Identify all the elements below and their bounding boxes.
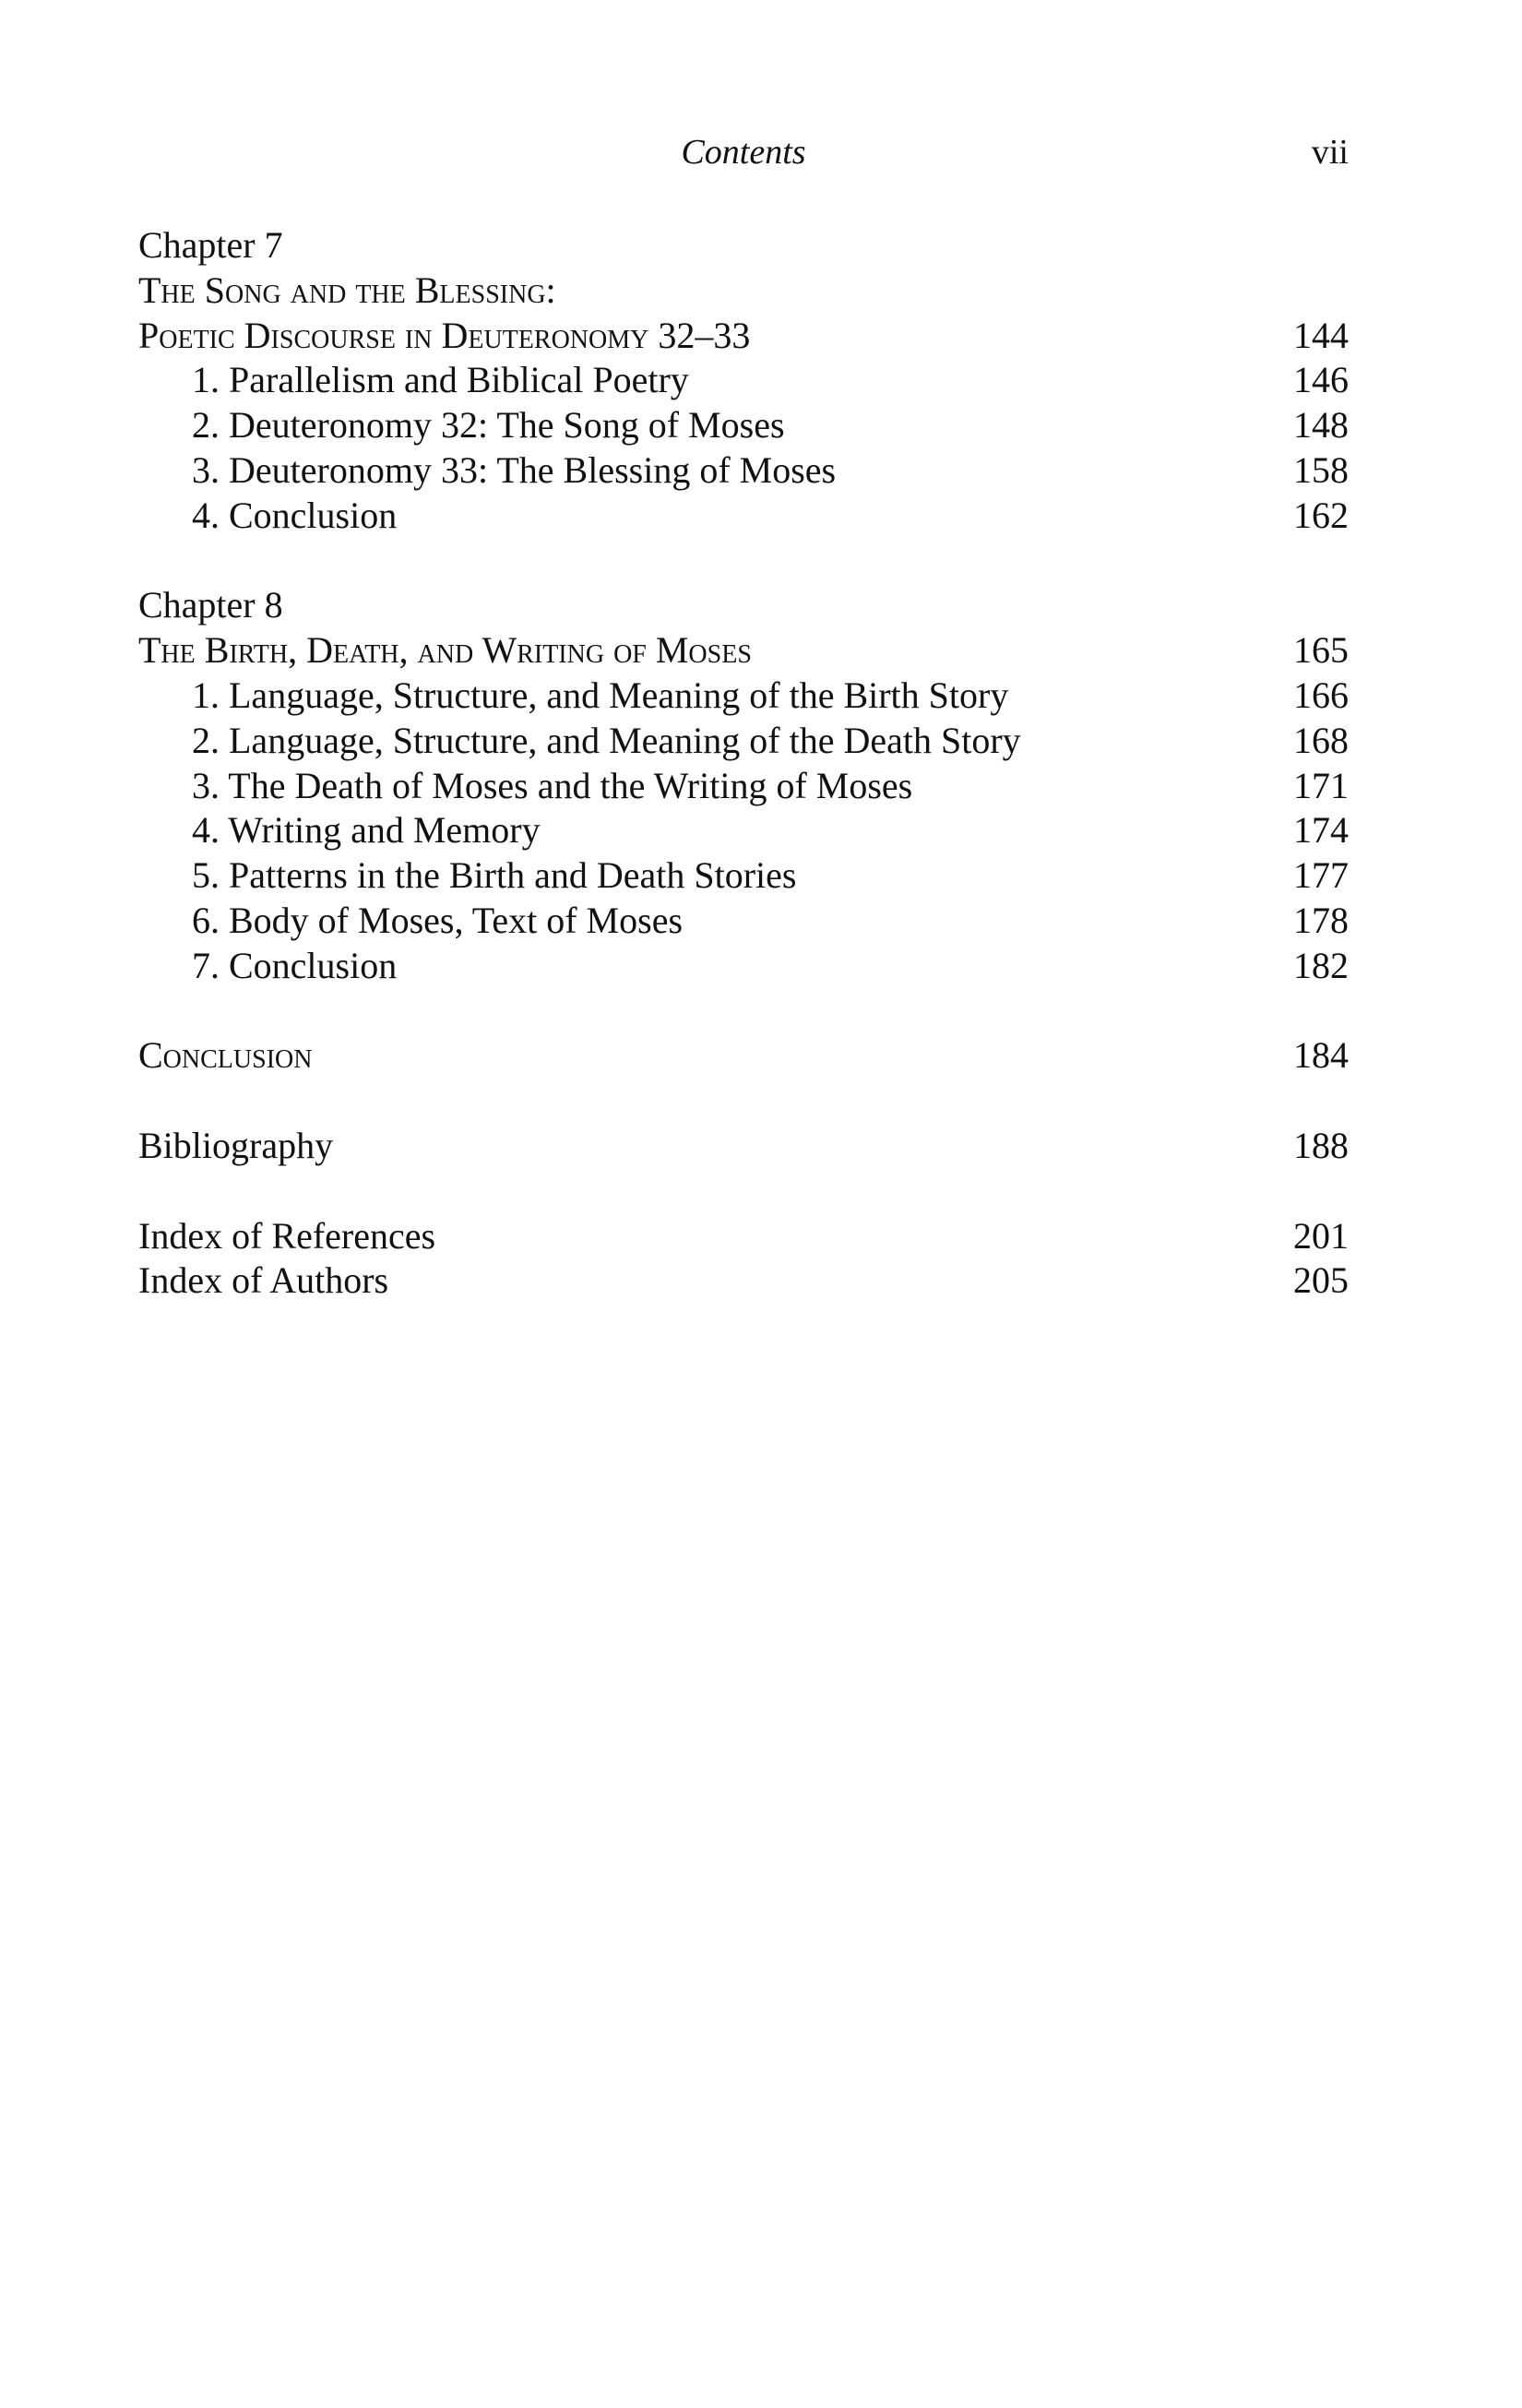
bibliography-entry[interactable]: [138, 1124, 1349, 1169]
chapter-8-heading[interactable]: [138, 583, 1349, 628]
toc-entry-page: 178: [1293, 899, 1349, 941]
toc-entry-label: 1. Language, Structure, and Meaning of the Birth Story: [192, 674, 1009, 716]
bibliography-page: 188: [1293, 1124, 1349, 1166]
index-of-references-label: Index of References: [138, 1214, 436, 1257]
bibliography-label: Bibliography: [138, 1124, 334, 1166]
running-header: [138, 132, 1349, 178]
toc-entry-label: 1. Parallelism and Biblical Poetry: [192, 359, 689, 401]
index-of-authors-entry[interactable]: [138, 1258, 1349, 1304]
page-number: vii: [1311, 133, 1349, 172]
index-of-authors-page: 205: [1293, 1259, 1349, 1302]
toc-entry-label: 7. Conclusion: [192, 944, 398, 986]
chapter-7-title-page: 144: [1293, 314, 1349, 356]
chapter-7-heading[interactable]: [138, 223, 1349, 268]
chapter-8-title[interactable]: [138, 628, 1349, 674]
index-of-authors-label: Index of Authors: [138, 1259, 389, 1302]
toc-entry[interactable]: [138, 494, 1349, 539]
toc-entry-label: 4. Writing and Memory: [192, 809, 541, 852]
toc-entry[interactable]: [138, 899, 1349, 944]
toc-entry-page: 162: [1293, 494, 1349, 536]
toc-entry-page: 174: [1293, 809, 1349, 852]
index-of-references-entry[interactable]: [138, 1214, 1349, 1259]
running-title: Contents: [681, 133, 806, 172]
chapter-7-title-line-2-label: Poetic Discourse in Deuteronomy 32–33: [138, 314, 751, 356]
toc-entry-label: 4. Conclusion: [192, 494, 398, 536]
index-of-references-page: 201: [1293, 1214, 1349, 1257]
conclusion-label: Conclusion: [138, 1034, 313, 1077]
toc-entry-page: 182: [1293, 944, 1349, 986]
chapter-7-heading-label: Chapter 7: [138, 224, 283, 266]
toc-entry-page: 166: [1293, 674, 1349, 716]
toc-entry-label: 3. Deuteronomy 33: The Blessing of Moses: [192, 448, 837, 491]
toc-entry-page: 148: [1293, 404, 1349, 447]
section-spacer: [138, 539, 1349, 584]
toc-entry[interactable]: [138, 403, 1349, 448]
conclusion-entry[interactable]: [138, 1033, 1349, 1079]
section-spacer: [138, 1079, 1349, 1124]
toc-entry-page: 171: [1293, 764, 1349, 806]
section-spacer: [138, 989, 1349, 1034]
chapter-7-title-line-1[interactable]: [138, 268, 1349, 314]
toc-entry[interactable]: [138, 719, 1349, 764]
chapter-7-title-line-2[interactable]: [138, 314, 1349, 359]
toc-entry[interactable]: [138, 808, 1349, 853]
toc-entry[interactable]: [138, 674, 1349, 719]
chapter-7-title-line-1-label: The Song and the Blessing:: [138, 268, 556, 311]
toc-entry[interactable]: [138, 853, 1349, 899]
toc-entry-label: 3. The Death of Moses and the Writing of Moses: [192, 764, 913, 806]
toc-entry[interactable]: [138, 944, 1349, 989]
toc-entry-page: 168: [1293, 719, 1349, 761]
table-of-contents: [138, 223, 1349, 1304]
conclusion-page: 184: [1293, 1034, 1349, 1077]
toc-entry-label: 5. Patterns in the Birth and Death Stories: [192, 854, 797, 897]
toc-entry-page: 158: [1293, 448, 1349, 491]
toc-entry[interactable]: [138, 448, 1349, 494]
toc-entry-page: 146: [1293, 359, 1349, 401]
chapter-8-heading-label: Chapter 8: [138, 584, 283, 626]
toc-entry-label: 2. Deuteronomy 32: The Song of Moses: [192, 404, 785, 447]
toc-entry-page: 177: [1293, 854, 1349, 897]
toc-entry-label: 6. Body of Moses, Text of Moses: [192, 899, 684, 941]
toc-entry-label: 2. Language, Structure, and Meaning of the Death Story: [192, 719, 1021, 761]
section-spacer: [138, 1169, 1349, 1214]
chapter-8-title-page: 165: [1293, 629, 1349, 672]
toc-entry[interactable]: [138, 764, 1349, 809]
toc-entry[interactable]: [138, 358, 1349, 403]
chapter-8-title-label: The Birth, Death, and Writing of Moses: [138, 629, 752, 672]
